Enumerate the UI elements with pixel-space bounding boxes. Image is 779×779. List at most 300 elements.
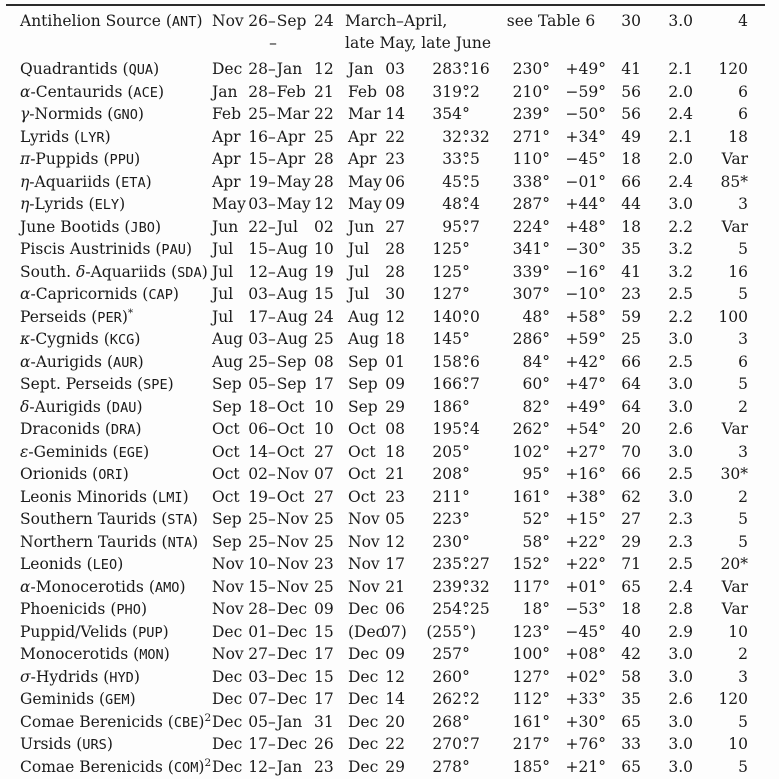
activity-cell xyxy=(212,217,345,240)
activity-end-month: Nov xyxy=(276,532,313,554)
activity-end-month: Mar xyxy=(276,104,313,126)
shower-code xyxy=(106,398,143,416)
degree-mark: ° . xyxy=(462,689,470,711)
activity-start-day: 03 xyxy=(247,329,268,351)
radiant-ra-cell: 338° xyxy=(496,172,550,195)
activity-start-month: Dec xyxy=(212,622,247,644)
velocity-cell: 58 xyxy=(606,667,641,690)
activity-end-month: Apr xyxy=(276,149,313,171)
shower-name-rest: -Capricornids xyxy=(30,285,137,303)
max-month-cell: Sep xyxy=(345,374,381,397)
activity-start-day: 26 xyxy=(247,11,268,33)
solar-longitude-whole: 319 xyxy=(405,82,462,105)
shower-code-text: ETA xyxy=(121,175,146,191)
range-dash: – xyxy=(268,307,276,329)
radiant-ra-cell: 286° xyxy=(496,329,550,352)
paren-open: ( xyxy=(113,443,119,461)
activity-end-month: Nov xyxy=(276,554,313,576)
range-dash: – xyxy=(268,464,276,486)
shower-code xyxy=(137,375,174,393)
max-day-cell: 03 xyxy=(381,59,405,82)
max-day-cell: 06 xyxy=(381,172,405,195)
radiant-dec-cell: +22° xyxy=(550,554,606,577)
shower-code xyxy=(166,12,203,30)
paren-close: ) xyxy=(105,128,111,146)
activity-end-day: 28 xyxy=(313,149,334,171)
activity-start-day: 15 xyxy=(247,149,268,171)
table-row xyxy=(20,757,779,779)
radiant-dec-cell: +02° xyxy=(550,667,606,690)
antihelion-note-cell xyxy=(345,11,496,54)
table-row xyxy=(20,532,779,555)
radiant-dec-cell: +22° xyxy=(550,532,606,555)
shower-code-text: ANT xyxy=(172,14,197,30)
activity-end-day: 27 xyxy=(313,442,334,464)
max-month-cell: Jul xyxy=(345,239,381,262)
activity-end-day: 08 xyxy=(313,352,334,374)
max-day-cell: 09 xyxy=(381,374,405,397)
activity-end-month: Dec xyxy=(276,599,313,621)
shower-name-cell xyxy=(20,734,212,757)
activity-end-day: 15 xyxy=(313,622,334,644)
activity-start-day: 28 xyxy=(247,59,268,81)
shower-name: Antihelion Source xyxy=(20,12,161,30)
radiant-ra-cell: 60° xyxy=(496,374,550,397)
radiant-ra-cell: 152° xyxy=(496,554,550,577)
shower-code xyxy=(168,713,205,731)
solar-longitude-frac xyxy=(462,509,496,532)
solar-longitude-whole: 45 xyxy=(405,172,462,195)
shower-code xyxy=(103,150,140,168)
range-dash: – xyxy=(268,757,276,779)
solar-longitude-whole: 254 xyxy=(405,599,462,622)
activity-end-month: Aug xyxy=(276,262,313,284)
activity-cell xyxy=(212,239,345,262)
shower-name: Northern Taurids xyxy=(20,533,157,551)
activity-start-month: Apr xyxy=(212,127,247,149)
paren-open: ( xyxy=(103,668,109,686)
pop-index-cell: 3.0 xyxy=(641,194,693,217)
activity-start-month: Nov xyxy=(212,644,247,666)
shower-code-text: PAU xyxy=(161,242,186,258)
shower-code xyxy=(142,285,179,303)
shower-name-rest: -Aurigids xyxy=(29,398,101,416)
shower-code xyxy=(115,173,152,191)
max-month-cell: Dec xyxy=(345,689,381,712)
radiant-dec-cell: −01° xyxy=(550,172,606,195)
max-month-cell: Jun xyxy=(345,217,381,240)
shower-name-cell xyxy=(20,352,212,375)
activity-start-month: Dec xyxy=(212,757,247,779)
activity-end-day: 23 xyxy=(313,554,334,576)
solar-longitude-whole: 125 xyxy=(405,262,462,285)
activity-start-month: Aug xyxy=(212,329,247,351)
zhr-cell: 3 xyxy=(693,194,748,217)
pop-index-cell: 2.4 xyxy=(641,104,693,127)
radiant-dec-cell: +42° xyxy=(550,352,606,375)
paren-open: ( xyxy=(105,420,111,438)
radiant-ra-cell: 341° xyxy=(496,239,550,262)
max-day-cell: 22 xyxy=(381,734,405,757)
shower-name: Ursids xyxy=(20,735,71,753)
shower-code-text: LYR xyxy=(80,130,105,146)
paren-open: ( xyxy=(103,150,109,168)
zhr-cell: 6 xyxy=(693,352,748,375)
shower-name-cell xyxy=(20,644,212,667)
radiant-dec-cell: +08° xyxy=(550,644,606,667)
shower-name-cell xyxy=(20,532,212,555)
activity-end-day: 07 xyxy=(313,464,334,486)
radiant-ra-cell: 84° xyxy=(496,352,550,375)
activity-start-day: 14 xyxy=(247,442,268,464)
range-dash: – xyxy=(268,82,276,104)
velocity-cell: 59 xyxy=(606,307,641,330)
velocity-cell: 27 xyxy=(606,509,641,532)
table-row xyxy=(20,352,779,375)
max-day-cell: 08 xyxy=(381,82,405,105)
shower-name-cell xyxy=(20,397,212,420)
paren-close: ) xyxy=(198,758,204,776)
max-month-cell: Apr xyxy=(345,127,381,150)
shower-name-cell xyxy=(20,82,212,105)
activity-start-month: Oct xyxy=(212,464,247,486)
velocity-cell: 33 xyxy=(606,734,641,757)
activity-end-day: 25 xyxy=(313,532,334,554)
range-dash: – xyxy=(268,419,276,441)
shower-name: Draconids xyxy=(20,420,100,438)
velocity-cell: 66 xyxy=(606,172,641,195)
paren-close: ) xyxy=(173,285,179,303)
solar-longitude-frac xyxy=(462,329,496,352)
paren-open: ( xyxy=(133,645,139,663)
solar-longitude-frac xyxy=(462,262,496,285)
paren-close: ) xyxy=(153,60,159,78)
degree-mark: ° . xyxy=(462,127,470,149)
activity-start-month: Dec xyxy=(212,59,247,81)
solar-longitude-frac: ° .4 xyxy=(462,419,496,442)
table-row xyxy=(20,667,779,690)
pop-index-cell: 2.5 xyxy=(641,464,693,487)
paren-close: ) xyxy=(123,465,129,483)
paren-open: ( xyxy=(107,105,113,123)
solar-longitude-frac xyxy=(462,532,496,555)
radiant-ra-cell: 95° xyxy=(496,464,550,487)
activity-start-month: Dec xyxy=(212,712,247,734)
shower-code xyxy=(124,218,161,236)
shower-name-cell xyxy=(20,194,212,217)
paren-open: ( xyxy=(91,308,97,326)
activity-end-day: 25 xyxy=(313,329,334,351)
solar-longitude-frac: ° .5 xyxy=(462,172,496,195)
shower-name-rest: -Lyrids xyxy=(29,195,83,213)
activity-start-day: 28 xyxy=(247,82,268,104)
activity-end-month: Nov xyxy=(276,464,313,486)
shower-code-text: PPU xyxy=(110,152,135,168)
max-month-cell: May xyxy=(345,172,381,195)
activity-end-month: Oct xyxy=(276,397,313,419)
velocity-cell: 56 xyxy=(606,104,641,127)
paren-open: ( xyxy=(124,218,130,236)
solar-longitude-whole: 239 xyxy=(405,577,462,600)
activity-end-day: 25 xyxy=(313,577,334,599)
velocity-cell: 66 xyxy=(606,352,641,375)
paren-open: ( xyxy=(162,533,168,551)
zhr-cell: 10 xyxy=(693,622,748,645)
radiant-ra-cell: 230° xyxy=(496,59,550,82)
velocity-cell: 42 xyxy=(606,644,641,667)
solar-longitude-whole: 125 xyxy=(405,239,462,262)
solar-longitude-frac: ° .25 xyxy=(462,599,496,622)
activity-start-day: 05 xyxy=(247,374,268,396)
zhr-cell: 5 xyxy=(693,757,748,779)
shower-greek-letter: δ xyxy=(20,398,29,416)
activity-start-day: 02 xyxy=(247,464,268,486)
paren-open: ( xyxy=(166,12,172,30)
shower-name-cell xyxy=(20,11,212,34)
range-dash: – xyxy=(268,262,276,284)
activity-end-month: Nov xyxy=(276,577,313,599)
shower-name: Lyrids xyxy=(20,128,69,146)
activity-end-month: Oct xyxy=(276,419,313,441)
activity-start-day: 25 xyxy=(247,104,268,126)
shower-code-text: LEO xyxy=(93,557,118,573)
shower-code-text: PHO xyxy=(116,602,141,618)
paren-open: ( xyxy=(168,758,174,776)
table-row xyxy=(20,734,779,757)
pop-index-cell: 3.0 xyxy=(641,712,693,735)
radiant-dec-cell: +58° xyxy=(550,307,606,330)
shower-code-text: PER xyxy=(97,310,122,326)
degree-mark: ° . xyxy=(462,577,470,599)
zhr-cell: 6 xyxy=(693,82,748,105)
shower-name: Leonids xyxy=(20,555,82,573)
activity-start-month: Dec xyxy=(212,689,247,711)
solar-longitude-whole: 260 xyxy=(405,667,462,690)
table-row xyxy=(20,554,779,577)
zhr-cell: 18 xyxy=(693,127,748,150)
activity-start-month: Feb xyxy=(212,104,247,126)
pop-index-cell: 2.0 xyxy=(641,149,693,172)
paren-open: ( xyxy=(115,173,121,191)
paren-close: ) xyxy=(183,488,189,506)
shower-code xyxy=(105,420,142,438)
degree-mark: ° . xyxy=(462,194,470,216)
activity-start-month: Nov xyxy=(212,599,247,621)
range-dash: – xyxy=(268,689,276,711)
shower-name-cell xyxy=(20,509,212,532)
zhr-cell: 120 xyxy=(693,689,748,712)
paren-close: ) xyxy=(141,600,147,618)
table-row xyxy=(20,442,779,465)
shower-name: Sept. Perseids xyxy=(20,375,132,393)
pop-index-cell: 2.8 xyxy=(641,599,693,622)
radiant-dec-cell: −59° xyxy=(550,82,606,105)
max-day-cell: 09 xyxy=(381,644,405,667)
paren-close: ) xyxy=(155,218,161,236)
table-row xyxy=(20,419,779,442)
activity-end-month: Dec xyxy=(276,667,313,689)
shower-name-cell xyxy=(20,577,212,600)
max-month-cell: Nov xyxy=(345,509,381,532)
range-dash: – xyxy=(268,509,276,531)
pop-index-cell: 2.6 xyxy=(641,419,693,442)
solar-longitude-whole: 33 xyxy=(405,149,462,172)
activity-end-month: Dec xyxy=(276,734,313,756)
shower-code-text: DAU xyxy=(112,400,137,416)
activity-start-day: 16 xyxy=(247,127,268,149)
zhr-cell: 2 xyxy=(693,644,748,667)
activity-end-month: Oct xyxy=(276,487,313,509)
max-day-cell: 29 xyxy=(381,757,405,779)
solar-longitude-whole: 145 xyxy=(405,329,462,352)
degree-mark: ° . xyxy=(462,217,470,239)
paren-close: ) xyxy=(196,12,202,30)
shower-name-rest: -Aquariids xyxy=(85,263,166,281)
paren-close: ) xyxy=(163,623,169,641)
max-month-cell: Dec xyxy=(345,644,381,667)
max-month-cell: Oct xyxy=(345,487,381,510)
max-month-cell: Jul xyxy=(345,262,381,285)
table-row xyxy=(20,262,779,285)
paren-close: ) xyxy=(198,713,204,731)
table-row xyxy=(20,239,779,262)
activity-cell xyxy=(212,509,345,532)
zhr-cell: 2 xyxy=(693,487,748,510)
paren-close: ) xyxy=(122,308,128,326)
paren-open: ( xyxy=(104,330,110,348)
paren-close: ) xyxy=(143,443,149,461)
activity-end-month: Dec xyxy=(276,622,313,644)
shower-code xyxy=(161,510,198,528)
shower-name-cell xyxy=(20,262,212,285)
zhr-cell: 3 xyxy=(693,442,748,465)
velocity-cell: 56 xyxy=(606,82,641,105)
max-month-cell: Feb xyxy=(345,82,381,105)
activity-start-month: Apr xyxy=(212,172,247,194)
max-month-cell: Dec xyxy=(345,757,381,779)
activity-end-day: 15 xyxy=(313,667,334,689)
range-dash: – xyxy=(268,149,276,171)
paren-open: ( xyxy=(152,488,158,506)
radiant-ra-cell: 110° xyxy=(496,149,550,172)
solar-longitude-whole: 208 xyxy=(405,464,462,487)
activity-end-month: Nov xyxy=(276,509,313,531)
pop-index-cell: 2.5 xyxy=(641,554,693,577)
radiant-ra-cell: 48° xyxy=(496,307,550,330)
activity-cell xyxy=(212,599,345,622)
shower-name-cell xyxy=(20,59,212,82)
shower-greek-letter: α xyxy=(20,83,30,101)
paren-close: ) xyxy=(134,668,140,686)
range-dash: – xyxy=(268,329,276,351)
activity-start-day: 05 xyxy=(247,712,268,734)
max-day-cell: 30 xyxy=(381,284,405,307)
radiant-dec-cell: +15° xyxy=(550,509,606,532)
activity-cell xyxy=(212,352,345,375)
velocity-cell: 23 xyxy=(606,284,641,307)
pop-index-cell: 3.0 xyxy=(641,667,693,690)
activity-end-month: Jan xyxy=(276,712,313,734)
zhr-cell: 5 xyxy=(693,532,748,555)
shower-code-text: CBE xyxy=(174,715,199,731)
degree-mark: ° xyxy=(462,329,470,351)
zhr-cell: 5 xyxy=(693,284,748,307)
range-dash: – xyxy=(268,239,276,261)
solar-longitude-frac xyxy=(462,757,496,779)
velocity-cell: 29 xyxy=(606,532,641,555)
zhr-cell: Var xyxy=(693,599,748,622)
degree-mark: ° . xyxy=(462,734,470,756)
degree-mark: ° . xyxy=(462,599,470,621)
shower-name-cell xyxy=(20,712,212,735)
activity-end-day: 21 xyxy=(313,82,334,104)
shower-name-cell xyxy=(20,667,212,690)
solar-longitude-whole: 235 xyxy=(405,554,462,577)
activity-cell xyxy=(212,127,345,150)
activity-start-day: 19 xyxy=(247,172,268,194)
shower-greek-letter: α xyxy=(20,353,30,371)
paren-close: ) xyxy=(186,240,192,258)
solar-longitude-frac: ° .32 xyxy=(462,127,496,150)
table-row xyxy=(20,284,779,307)
zhr-cell: Var xyxy=(693,577,748,600)
table-row xyxy=(20,307,779,330)
solar-longitude-whole: 283 xyxy=(405,59,462,82)
radiant-dec-cell: −30° xyxy=(550,239,606,262)
activity-start-month: Oct xyxy=(212,419,247,441)
zhr-cell: 5 xyxy=(693,712,748,735)
range-dash: – xyxy=(268,127,276,149)
activity-range xyxy=(212,11,345,33)
activity-start-month: Jul xyxy=(212,284,247,306)
activity-start-day: 19 xyxy=(247,487,268,509)
velocity-cell: 18 xyxy=(606,149,641,172)
solar-longitude-frac: ° .6 xyxy=(462,352,496,375)
activity-start-day: 03 xyxy=(247,194,268,216)
activity-cell xyxy=(212,419,345,442)
shower-greek-letter: ε xyxy=(20,443,28,461)
pop-index-cell: 3.0 xyxy=(641,329,693,352)
radiant-dec-cell: −45° xyxy=(550,149,606,172)
activity-cell xyxy=(212,262,345,285)
shower-name-cell xyxy=(20,464,212,487)
radiant-dec-cell: +49° xyxy=(550,397,606,420)
radiant-ra-cell: 100° xyxy=(496,644,550,667)
max-day-cell: 28 xyxy=(381,262,405,285)
activity-cell xyxy=(212,577,345,600)
radiant-dec-cell: +47° xyxy=(550,374,606,397)
shower-footnote-mark: * xyxy=(128,306,133,318)
solar-longitude-whole: 257 xyxy=(405,644,462,667)
range-dash: – xyxy=(268,397,276,419)
activity-end-day: 26 xyxy=(313,734,334,756)
max-day-cell: 21 xyxy=(381,577,405,600)
max-month-cell: May xyxy=(345,194,381,217)
shower-greek-letter: η xyxy=(20,195,29,213)
shower-code-text: LMI xyxy=(158,490,183,506)
activity-end-month: Oct xyxy=(276,442,313,464)
solar-longitude-frac: ° .7 xyxy=(462,374,496,397)
paren-close: ) xyxy=(179,578,185,596)
paren-open: ( xyxy=(99,690,105,708)
degree-mark: ° . xyxy=(462,352,470,374)
radiant-ra-cell: 239° xyxy=(496,104,550,127)
paren-close: ) xyxy=(130,690,136,708)
shower-name: Geminids xyxy=(20,690,94,708)
activity-end-day: 27 xyxy=(313,487,334,509)
degree-mark: ° xyxy=(462,644,470,666)
radiant-dec-cell: +49° xyxy=(550,59,606,82)
